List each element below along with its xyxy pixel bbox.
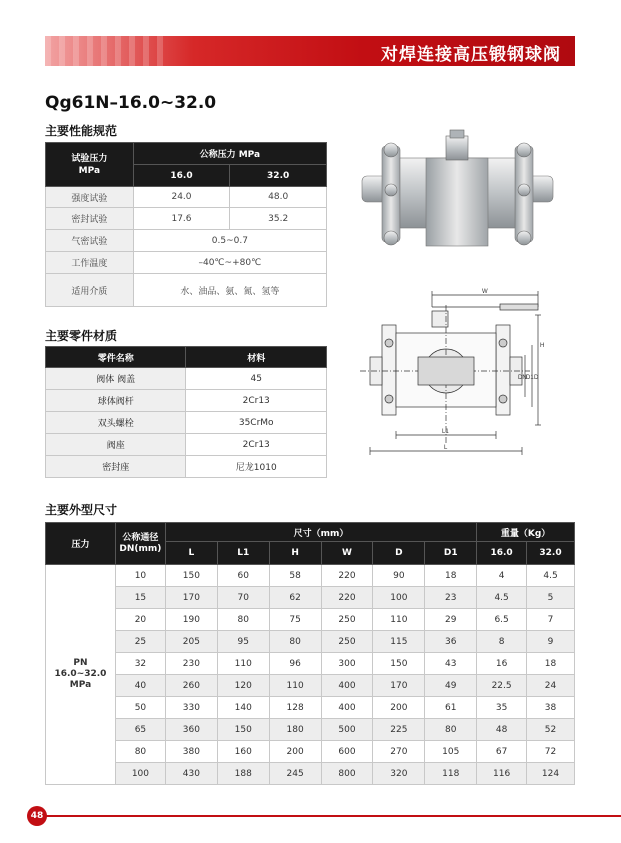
dn-value: 25	[115, 631, 165, 653]
cell-value: 225	[373, 719, 425, 741]
table-row	[46, 741, 575, 763]
cell-value: 16	[477, 653, 527, 675]
label-L: L	[444, 445, 448, 451]
cell-value: 58	[269, 565, 321, 587]
cell-value: 100	[373, 587, 425, 609]
cell-value: 17.6	[133, 208, 230, 230]
label-L1: L1	[442, 429, 449, 435]
cell-value: –40℃~+80℃	[133, 252, 326, 274]
cell-value: 29	[425, 609, 477, 631]
table-row	[46, 631, 575, 653]
cell-value: 6.5	[477, 609, 527, 631]
col-16: 16.0	[133, 165, 230, 187]
col-D1: D1	[425, 542, 477, 565]
dn-value: 15	[115, 587, 165, 609]
cell-value: 22.5	[477, 675, 527, 697]
cell-value: 115	[373, 631, 425, 653]
cell-value: 150	[165, 565, 217, 587]
cell-value: 220	[321, 587, 373, 609]
cell-value: 230	[165, 653, 217, 675]
cell-value: 80	[269, 631, 321, 653]
cell-value: 4.5	[477, 587, 527, 609]
cell-value: 500	[321, 719, 373, 741]
test-pressure-header: 试验压力 MPa	[46, 143, 134, 187]
cell-value: 4	[477, 565, 527, 587]
col-weight-16: 16.0	[477, 542, 527, 565]
cell-value: 18	[527, 653, 575, 675]
cell-value: 205	[165, 631, 217, 653]
performance-table	[45, 142, 327, 307]
cell-value: 90	[373, 565, 425, 587]
cell-value: 190	[165, 609, 217, 631]
cell-value: 330	[165, 697, 217, 719]
dn-value: 50	[115, 697, 165, 719]
valve-technical-drawing	[360, 285, 555, 465]
cell-value: 水、油品、氨、氮、氢等	[133, 274, 326, 307]
cell-value: 360	[165, 719, 217, 741]
cell-value: 270	[373, 741, 425, 763]
footer-line	[32, 815, 621, 817]
cell-value: 150	[373, 653, 425, 675]
cell-value: 23	[425, 587, 477, 609]
materials-table	[45, 346, 327, 478]
cell-value: 80	[425, 719, 477, 741]
cell-value: 24.0	[133, 187, 230, 208]
table-row	[46, 763, 575, 785]
col-weight-32: 32.0	[527, 542, 575, 565]
row-label: 气密试验	[46, 230, 134, 252]
section-title-performance: 主要性能规范	[45, 124, 118, 138]
nominal-pressure-header: 公称压力 MPa	[133, 143, 326, 165]
cell-value: 67	[477, 741, 527, 763]
cell-value: 49	[425, 675, 477, 697]
cell-value: 245	[269, 763, 321, 785]
cell-value: 96	[269, 653, 321, 675]
part-name: 密封座	[46, 456, 186, 478]
cell-value: 110	[269, 675, 321, 697]
cell-value: 80	[217, 609, 269, 631]
part-name: 阀座	[46, 434, 186, 456]
cell-value: 250	[321, 609, 373, 631]
cell-value: 7	[527, 609, 575, 631]
cell-value: 180	[269, 719, 321, 741]
cell-value: 140	[217, 697, 269, 719]
dimensions-table	[45, 522, 575, 785]
dn-header: 公称通径 DN(mm)	[115, 523, 165, 565]
cell-value: 150	[217, 719, 269, 741]
part-name: 球体阀杆	[46, 390, 186, 412]
cell-value: 800	[321, 763, 373, 785]
part-name-header: 零件名称	[46, 347, 186, 368]
cell-value: 188	[217, 763, 269, 785]
cell-value: 430	[165, 763, 217, 785]
label-W: W	[482, 289, 488, 295]
cell-value: 110	[217, 653, 269, 675]
page-number: 48	[27, 806, 47, 826]
col-D: D	[373, 542, 425, 565]
cell-value: 170	[165, 587, 217, 609]
cell-value: 128	[269, 697, 321, 719]
row-label: 适用介质	[46, 274, 134, 307]
dn-value: 32	[115, 653, 165, 675]
cell-value: 8	[477, 631, 527, 653]
part-name: 双头螺栓	[46, 412, 186, 434]
dn-value: 80	[115, 741, 165, 763]
cell-value: 38	[527, 697, 575, 719]
cell-value: 52	[527, 719, 575, 741]
label-D: D	[534, 375, 539, 381]
cell-value: 62	[269, 587, 321, 609]
valve-photo	[360, 128, 555, 258]
dn-value: 40	[115, 675, 165, 697]
material-header: 材料	[186, 347, 327, 368]
col-H: H	[269, 542, 321, 565]
material-value: 45	[186, 368, 327, 390]
cell-value: 124	[527, 763, 575, 785]
row-label: 工作温度	[46, 252, 134, 274]
cell-value: 400	[321, 697, 373, 719]
row-label: 密封试验	[46, 208, 134, 230]
cell-value: 220	[321, 565, 373, 587]
cell-value: 320	[373, 763, 425, 785]
cell-value: 48	[477, 719, 527, 741]
label-D1: D1	[526, 375, 534, 381]
cell-value: 118	[425, 763, 477, 785]
cell-value: 600	[321, 741, 373, 763]
col-32: 32.0	[230, 165, 327, 187]
material-value: 2Cr13	[186, 434, 327, 456]
label-H: H	[540, 343, 545, 349]
cell-value: 36	[425, 631, 477, 653]
part-name: 阀体 阀盖	[46, 368, 186, 390]
size-header: 尺寸（mm）	[165, 523, 476, 542]
pressure-header: 压力	[46, 523, 116, 565]
header-banner	[45, 36, 575, 66]
cell-value: 105	[425, 741, 477, 763]
cell-value: 4.5	[527, 565, 575, 587]
cell-value: 400	[321, 675, 373, 697]
weight-header: 重量（Kg）	[477, 523, 575, 542]
cell-value: 200	[269, 741, 321, 763]
cell-value: 250	[321, 631, 373, 653]
section-title-dimensions: 主要外型尺寸	[45, 503, 118, 517]
col-L1: L1	[217, 542, 269, 565]
cell-value: 60	[217, 565, 269, 587]
cell-value: 35.2	[230, 208, 327, 230]
cell-value: 300	[321, 653, 373, 675]
table-row	[46, 675, 575, 697]
material-value: 2Cr13	[186, 390, 327, 412]
table-row	[46, 609, 575, 631]
cell-value: 95	[217, 631, 269, 653]
col-W: W	[321, 542, 373, 565]
material-value: 35CrMo	[186, 412, 327, 434]
cell-value: 24	[527, 675, 575, 697]
dn-value: 20	[115, 609, 165, 631]
cell-value: 35	[477, 697, 527, 719]
cell-value: 43	[425, 653, 477, 675]
section-title-materials: 主要零件材质	[45, 329, 118, 343]
cell-value: 120	[217, 675, 269, 697]
dn-value: 10	[115, 565, 165, 587]
cell-value: 380	[165, 741, 217, 763]
page-title: 对焊连接高压锻钢球阀	[381, 45, 561, 65]
cell-value: 5	[527, 587, 575, 609]
row-label: 强度试验	[46, 187, 134, 208]
table-row	[46, 697, 575, 719]
table-row	[46, 587, 575, 609]
cell-value: 260	[165, 675, 217, 697]
col-L: L	[165, 542, 217, 565]
cell-value: 0.5~0.7	[133, 230, 326, 252]
cell-value: 200	[373, 697, 425, 719]
cell-value: 75	[269, 609, 321, 631]
cell-value: 70	[217, 587, 269, 609]
model-number: Qg61N–16.0~32.0	[45, 93, 217, 113]
cell-value: 61	[425, 697, 477, 719]
dn-value: 65	[115, 719, 165, 741]
table-row	[46, 565, 575, 587]
banner-decoration	[45, 36, 165, 66]
cell-value: 72	[527, 741, 575, 763]
cell-value: 18	[425, 565, 477, 587]
material-value: 尼龙1010	[186, 456, 327, 478]
cell-value: 116	[477, 763, 527, 785]
pressure-label: PN 16.0~32.0 MPa	[46, 565, 116, 785]
cell-value: 160	[217, 741, 269, 763]
cell-value: 48.0	[230, 187, 327, 208]
cell-value: 110	[373, 609, 425, 631]
dn-value: 100	[115, 763, 165, 785]
table-row	[46, 653, 575, 675]
cell-value: 9	[527, 631, 575, 653]
label-DN: DN	[518, 375, 527, 381]
cell-value: 170	[373, 675, 425, 697]
table-row	[46, 719, 575, 741]
